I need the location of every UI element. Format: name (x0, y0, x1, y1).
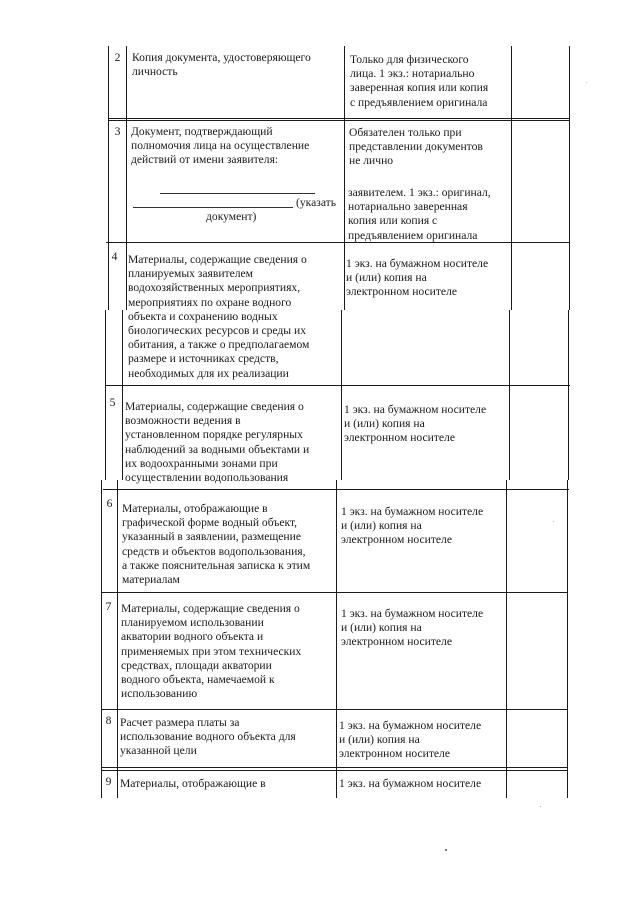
document-cell: Материалы, отображающие в (120, 777, 266, 790)
row-separator (101, 770, 568, 771)
note-cell: Только для физического лица. 1 экз.: нотариально заверенная копия или копия с предъявлением оригинала (350, 53, 489, 109)
row-separator (101, 709, 568, 710)
scan-speck (553, 521, 554, 522)
row-number: 8 (105, 714, 112, 727)
table-col-divider (122, 310, 123, 480)
table-col-divider (506, 480, 507, 798)
row-separator (103, 489, 569, 490)
row-number: 3 (114, 125, 121, 138)
row-separator (108, 120, 570, 121)
table-border-right (569, 46, 570, 310)
row-number: 4 (111, 250, 118, 263)
row-number: 9 (105, 775, 112, 788)
note-cell: Обязателен только при представлении документов не лично (349, 126, 483, 168)
row-separator (101, 767, 568, 768)
document-cell: Материалы, содержащие сведения о планируемом использовании акватории водного объекта и применяемых при этом технических средствах, площади акватории водного объекта, намечаемой к использованию (121, 602, 302, 701)
table-border-left (101, 480, 102, 798)
scan-speck (445, 849, 447, 851)
document-cell: Расчет размера платы за использование водного объекта для указанной цели (120, 716, 296, 758)
table-border-right (568, 310, 569, 480)
blank-hint-text: документ) (206, 210, 257, 223)
table-border-left (105, 310, 106, 480)
row-number: 5 (109, 396, 116, 409)
table-col-divider (126, 46, 127, 310)
table-border-right (567, 480, 568, 798)
table-col-divider (336, 480, 337, 798)
document-cell: Документ, подтверждающий полномочия лица на осуществление действий от имени заявителя: (131, 125, 310, 167)
scan-speck (586, 82, 587, 83)
table-col-divider (511, 46, 512, 310)
scan-speck (540, 806, 541, 807)
note-cell: 1 экз. на бумажном носителе и (или) копия на электронном носителе (341, 505, 484, 547)
document-cell: Материалы, отображающие в графической форме водный объект, указанный в заявлении, размещение средств и объектов водопользования, а также пояснительная записка к этим материалам (122, 502, 311, 587)
row-number: 7 (105, 600, 112, 613)
table-border-left (108, 46, 109, 310)
note-cell: 1 экз. на бумажном носителе и (или) копия на электронном носителе (346, 257, 489, 299)
table-col-divider (117, 480, 118, 798)
note-cell: заявителем. 1 экз.: оригинал, нотариально заверенная копия или копия с предъявлением оригинала (348, 186, 491, 242)
note-cell: 1 экз. на бумажном носителе и (или) копия на электронном носителе (339, 719, 482, 761)
note-cell: 1 экз. на бумажном носителе и (или) копия на электронном носителе (344, 403, 487, 445)
row-number: 6 (106, 497, 113, 510)
blank-fill-line (160, 193, 315, 194)
document-cell: Материалы, содержащие сведения о планируемых заявителем водохозяйственных мероприятиях, мероприятиях по охране водного объекта и сохранению водных биологических ресурсов и среды их обитания, а также о предполагаемом размере и источниках средств, необходимых для их реализации (128, 253, 310, 380)
row-separator (105, 385, 570, 386)
note-cell: 1 экз. на бумажном носителе (339, 777, 482, 790)
blank-hint-text: (указать (296, 196, 337, 209)
document-cell: Материалы, содержащие сведения о возможности ведения в установленном порядке регулярных наблюдений за водными объектами и их водоохранными зонами при осуществлении водопользования (125, 400, 310, 485)
note-cell: 1 экз. на бумажном носителе и (или) копия на электронном носителе (341, 607, 484, 649)
blank-fill-line (133, 207, 293, 208)
table-col-divider (509, 310, 510, 480)
row-separator (108, 118, 570, 119)
document-cell: Копия документа, удостоверяющего личность (132, 51, 311, 79)
row-separator (102, 592, 568, 593)
table-col-divider (344, 46, 345, 310)
row-number: 2 (114, 51, 121, 64)
